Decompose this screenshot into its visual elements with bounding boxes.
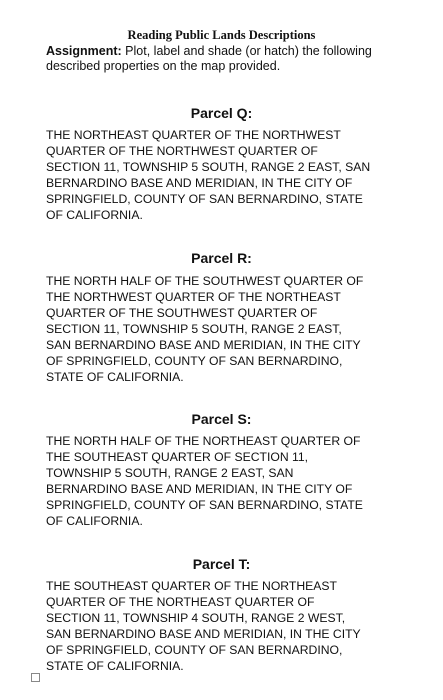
parcel-r-line: STATE OF CALIFORNIA. bbox=[46, 370, 184, 384]
parcel-t-line: SECTION 11, TOWNSHIP 4 SOUTH, RANGE 2 WEST, bbox=[46, 611, 346, 625]
assignment-label: Assignment: bbox=[46, 44, 122, 58]
assignment-line-1 bbox=[46, 44, 426, 59]
assignment-text bbox=[46, 44, 426, 74]
parcel-s-title: Parcel S: bbox=[191, 411, 252, 427]
parcel-t-description bbox=[46, 578, 406, 674]
parcel-t-title: Parcel T: bbox=[192, 556, 251, 572]
parcel-s-line: TOWNSHIP 5 SOUTH, RANGE 2 EAST, SAN bbox=[46, 466, 294, 480]
parcel-t-line: SAN BERNARDINO BASE AND MERIDIAN, IN THE CITY bbox=[46, 627, 361, 641]
parcel-r-line: QUARTER OF THE SOUTHWEST QUARTER OF bbox=[46, 306, 318, 320]
parcel-q-line: THE NORTHEAST QUARTER OF THE NORTHWEST bbox=[46, 128, 341, 142]
parcel-r-line: THE NORTHWEST QUARTER OF THE NORTHEAST bbox=[46, 290, 341, 304]
parcel-r-line: OF SPRINGFIELD, COUNTY OF SAN BERNARDINO, bbox=[46, 354, 343, 368]
parcel-q-line: SECTION 11, TOWNSHIP 5 SOUTH, RANGE 2 EAST, SAN bbox=[46, 160, 371, 174]
parcel-q-title: Parcel Q: bbox=[190, 105, 253, 121]
checkbox[interactable] bbox=[31, 673, 40, 682]
parcel-t-line: QUARTER OF THE NORTHEAST QUARTER OF bbox=[46, 595, 315, 609]
document-title: Reading Public Lands Descriptions bbox=[127, 28, 316, 42]
parcel-t-line: THE SOUTHEAST QUARTER OF THE NORTHEAST bbox=[46, 579, 337, 593]
parcel-q-line: SPRINGFIELD, COUNTY OF SAN BERNARDINO, STATE bbox=[46, 192, 363, 206]
parcel-q-line: OF CALIFORNIA. bbox=[46, 208, 143, 222]
parcel-r-title: Parcel R: bbox=[191, 250, 252, 266]
parcel-q-description bbox=[46, 127, 406, 223]
parcel-s-line: SPRINGFIELD, COUNTY OF SAN BERNARDINO, STATE bbox=[46, 498, 363, 512]
parcel-s-line: THE SOUTHEAST QUARTER OF SECTION 11, bbox=[46, 450, 309, 464]
parcel-q-line: BERNARDINO BASE AND MERIDIAN, IN THE CITY OF bbox=[46, 176, 353, 190]
parcel-s-line: OF CALIFORNIA. bbox=[46, 514, 143, 528]
parcel-r-line: SAN BERNARDINO BASE AND MERIDIAN, IN THE CITY bbox=[46, 338, 361, 352]
parcel-q-line: QUARTER OF THE NORTHWEST QUARTER OF bbox=[46, 144, 318, 158]
parcel-s-description bbox=[46, 433, 406, 529]
parcel-t-line: OF SPRINGFIELD, COUNTY OF SAN BERNARDINO, bbox=[46, 643, 343, 657]
parcel-s-line: BERNARDINO BASE AND MERIDIAN, IN THE CITY OF bbox=[46, 482, 353, 496]
parcel-t-line: STATE OF CALIFORNIA. bbox=[46, 659, 184, 673]
parcel-r-line: THE NORTH HALF OF THE SOUTHWEST QUARTER OF bbox=[46, 274, 364, 288]
parcel-s-line: THE NORTH HALF OF THE NORTHEAST QUARTER OF bbox=[46, 434, 361, 448]
assignment-instruction: Plot, label and shade (or hatch) the following bbox=[121, 44, 372, 58]
assignment-line-2: described properties on the map provided. bbox=[46, 59, 281, 73]
parcel-r-line: SECTION 11, TOWNSHIP 5 SOUTH, RANGE 2 EAST, bbox=[46, 322, 342, 336]
parcel-r-description bbox=[46, 273, 406, 385]
